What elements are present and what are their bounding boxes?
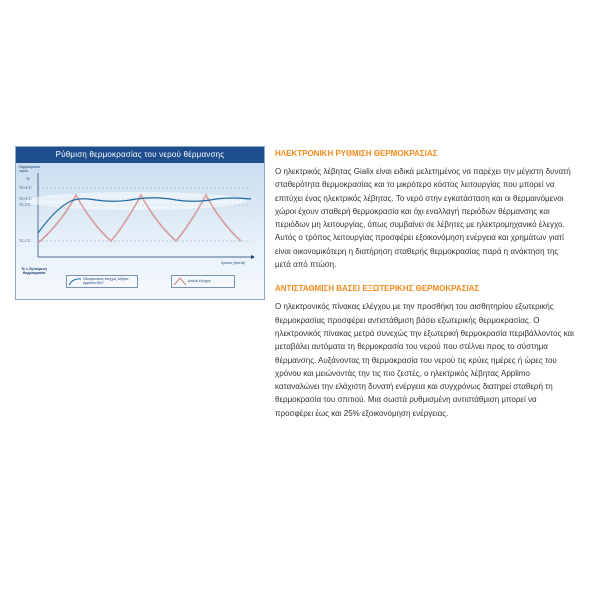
legend-simple-swatch <box>174 277 186 286</box>
section1-body: Ο ηλεκτρικός λέβητας Gialix είναι ειδικά μελετημένος να παρέχει την μέγιστη δυνατή σταθερότητα θερμοκρασίας και το μικρότερο κόστος λειτουργίας που μπορεί να επιτύχει ένας ηλεκτρικός λέβητας. Το νερό στην εγκατάσταση και οι θερμαινόμενοι χώροι έχουν σταθερή θερμοκρασία και όχι εναλλαγή περιόδων θέρμανσης και περιόδων μη λειτουργίας, όπως συμβαίνει σε λέβητες με ηλεκτρομηχανικό έλεγχο. Αυτός ο τρόπος λειτουργίας προσφέρει εξοικονόμηση ενέργεια και χρημάτων γιατί είναι οικονομικότερη η διατήρηση σταθερής θερμοκρασίας παρά η ανάκτηση της μετά από πτώση. <box>275 167 571 270</box>
y-label-mid: TC-1°C <box>19 203 31 207</box>
section2-body: Ο ηλεκτρονικός πίνακας ελέγχου με την προσθήκη του αισθητηρίου εξωτερικής θερμοκρασίας προσφέρει αντιστάθμιση βάσει εξωτερικής θερμοκρασίας. Ο ηλεκτρονικός πίνακας μετρά συνεχώς την εξωτερική θερμοκρασία περιβάλλοντος και μεταβάλει αυτόματα τη θερμοκρασία του νερού που στέλνει προς το σύστημα θέρμανσης. Αυξάνοντας τη θερμοκρασία του νερού τις κρύες ημέρες ή ώρες του χρόνου και μειώνοντάς την τις πιο ζεστές, ο ηλεκτρικός λέβητας Applimo καταναλώνει την ελάχιστη δυνατή ενέργεια και συγχρόνως διατηρεί σταθερή τη θερμοκρασία του σπιτιού. Μια σωστά ρυθμισμένη αντιστάθμιση μπορεί να προσφέρει έως και 25% εξοικονόμηση ενέργειας. <box>275 302 574 418</box>
y-label-high1: TC+1°C <box>19 186 32 190</box>
y-label-high2: TC+1°C <box>19 197 32 201</box>
x-axis-arrow <box>251 255 255 259</box>
legend-electronic-label: Ηλεκτρονικός έλεγχος λέβητα Applimo MX+ <box>83 277 129 285</box>
legend-electronic-swatch <box>69 277 81 286</box>
y-axis-title: Θερμοκρασία νερού <box>19 165 40 173</box>
description-column <box>275 148 575 420</box>
legend-simple <box>171 275 235 288</box>
section1-heading: ΗΛΕΚΤΡΟΝΙΚΗ ΡΥΘΜΙΣΗ ΘΕΡΜΟΚΡΑΣΙΑΣ <box>275 149 438 158</box>
legend-key: Tc = Ζητούμενη Θερμοκρασία <box>21 267 47 275</box>
y-label-low: TC-1°C <box>19 239 31 243</box>
x-axis-label: Χρόνος (λεπτά) <box>221 261 246 265</box>
temperature-diagram <box>15 146 265 300</box>
diagram-title: Ρύθμιση θερμοκρασίας του νερού θέρμανσης <box>16 147 264 163</box>
section2-heading: ΑΝΤΙΣΤΑΘΜΙΣΗ ΒΑΣΕΙ ΕΞΩΤΕΡΙΚΗΣ ΘΕΡΜΟΚΡΑΣΙΑΣ <box>275 284 480 294</box>
legend-simple-label: Απλός έλεγχος <box>188 279 212 283</box>
diagram-plot-area <box>16 163 264 299</box>
legend-electronic <box>66 275 138 288</box>
y-label-top: Tc <box>26 177 30 181</box>
